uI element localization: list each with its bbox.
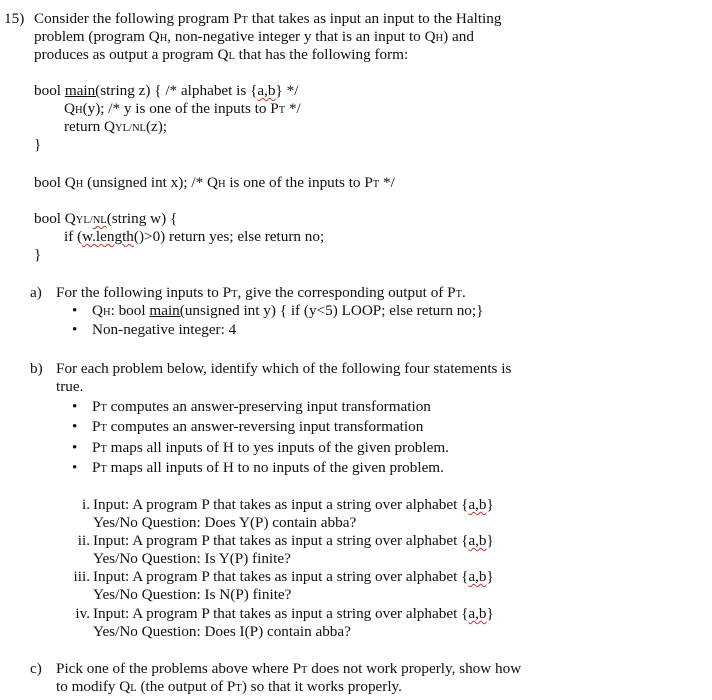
problem-ii-input: Input: A program P that takes as input a string over alphabet {a,b} xyxy=(93,532,494,549)
part-a-prompt: For the following inputs to PT, give the corresponding output of PT. xyxy=(56,284,466,301)
bullet-icon: • xyxy=(72,302,78,319)
statement-4: • PT maps all inputs of H to no inputs of the given problem. xyxy=(72,459,444,476)
part-b-label: b) xyxy=(30,360,43,377)
part-b-prompt-line-1: For each problem below, identify which of the following four statements is xyxy=(56,360,512,377)
code-qyl-signature: bool QYL/NL(string w) { xyxy=(34,210,178,227)
problem-iv-question: Yes/No Question: Does I(P) contain abba? xyxy=(93,623,351,640)
problem-i-input: Input: A program P that takes as input a string over alphabet {a,b} xyxy=(93,496,494,513)
problem-iii-number: iii. xyxy=(73,568,90,585)
bullet-icon: • xyxy=(72,439,78,456)
part-c-line-1: Pick one of the problems above where PT does not work properly, show how xyxy=(56,660,522,677)
code-main-signature: bool main(string z) { /* alphabet is {a,b} */ xyxy=(34,82,299,99)
problem-iv-input: Input: A program P that takes as input a string over alphabet {a,b} xyxy=(93,605,494,622)
problem-iii-question: Yes/No Question: Is N(P) finite? xyxy=(93,586,292,603)
problem-ii-question: Yes/No Question: Is Y(P) finite? xyxy=(93,550,291,567)
problem-i-question: Yes/No Question: Does Y(P) contain abba? xyxy=(93,514,357,531)
bullet-icon: • xyxy=(72,321,78,338)
code-qh-call: QH(y); /* y is one of the inputs to PT */ xyxy=(64,100,301,117)
question-number: 15) xyxy=(4,10,25,27)
code-close-brace-2: } xyxy=(34,246,42,263)
part-a-item-1: • QH: bool main(unsigned int y) { if (y<5) LOOP; else return no;} xyxy=(72,302,484,319)
statement-1: • PT computes an answer-preserving input transformation xyxy=(72,398,431,415)
bullet-icon: • xyxy=(72,459,78,476)
problem-i-number: i. xyxy=(81,496,90,513)
code-if-line: if (w.length()>0) return yes; else return no; xyxy=(64,228,325,245)
problem-ii-number: ii. xyxy=(77,532,90,549)
part-c-line-2: to modify QL (the output of PT) so that it works properly. xyxy=(56,678,402,695)
statement-2: • PT computes an answer-reversing input transformation xyxy=(72,418,424,435)
code-qh-declaration: bool QH (unsigned int x); /* QH is one of the inputs to PT */ xyxy=(34,174,395,191)
problem-iv-number: iv. xyxy=(75,605,90,622)
intro-line-3: produces as output a program QL that has the following form: xyxy=(34,46,409,63)
part-c-label: c) xyxy=(30,660,42,677)
part-b-prompt-line-2: true. xyxy=(56,378,84,395)
problem-iii-input: Input: A program P that takes as input a string over alphabet {a,b} xyxy=(93,568,494,585)
intro-line-1: Consider the following program PT that takes as input an input to the Halting xyxy=(34,10,502,27)
statement-3: • PT maps all inputs of H to yes inputs of the given problem. xyxy=(72,439,449,456)
code-close-brace: } xyxy=(34,136,42,153)
part-a-label: a) xyxy=(30,284,42,301)
intro-line-2: problem (program QH, non-negative integer y that is an input to QH) and xyxy=(34,28,474,45)
code-return: return QYL/NL(z); xyxy=(64,118,168,135)
part-a-item-2: • Non-negative integer: 4 xyxy=(72,321,237,338)
bullet-icon: • xyxy=(72,418,78,435)
bullet-icon: • xyxy=(72,398,78,415)
